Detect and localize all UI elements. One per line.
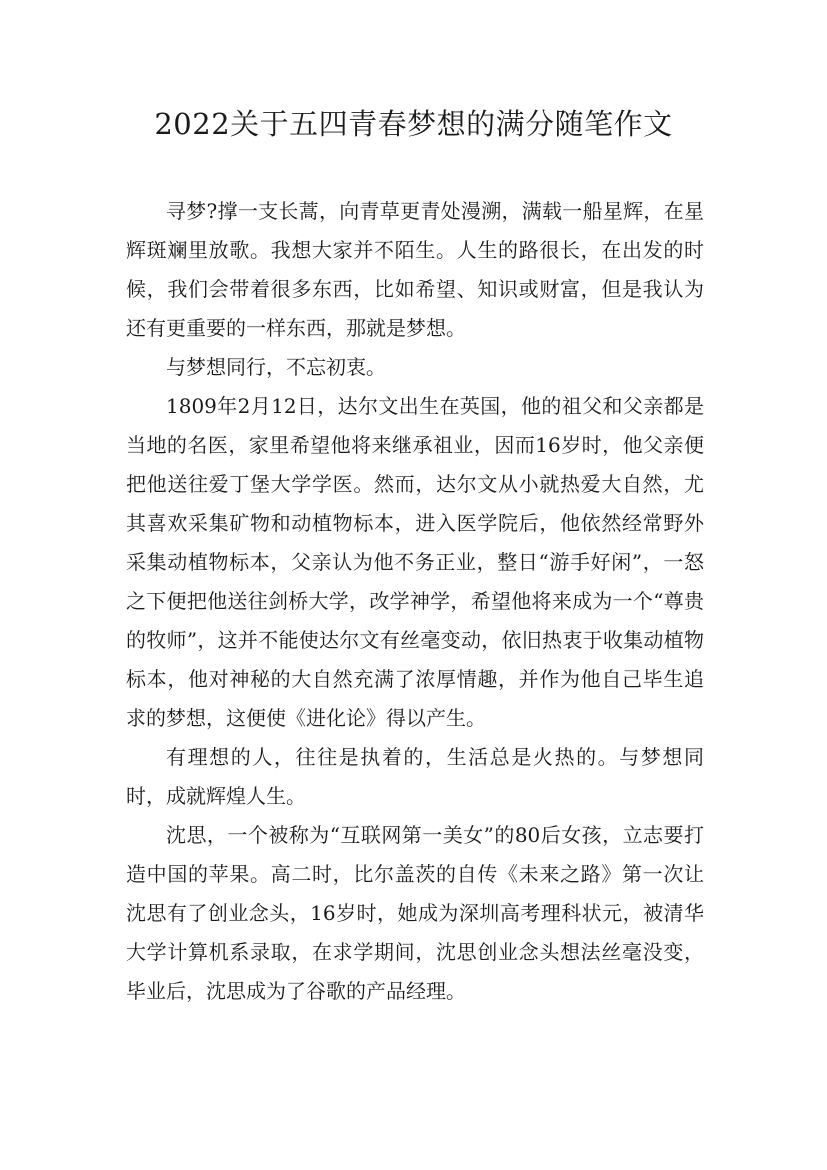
paragraph-shensi: 沈思，一个被称为“互联网第一美女”的80后女孩，立志要打造中国的苹果。高二时，比尔盖茨的自传《未来之路》第一次让沈思有了创业念头，16岁时，她成为深圳高考理科状元，被清华大学计算机系录取，在求学期间，沈思创业念头想法丝毫没变，毕业后，沈思成为了谷歌的产品经理。 xyxy=(126,823,704,1003)
paragraph-theme-2: 有理想的人，往往是执着的，生活总是火热的。与梦想同时，成就辉煌人生。 xyxy=(126,745,704,808)
page-title: 2022关于五四青春梦想的满分随笔作文 xyxy=(154,107,673,141)
article-body xyxy=(126,192,704,1011)
paragraph-theme-1: 与梦想同行，不忘初衷。 xyxy=(166,355,386,379)
paragraph-darwin: 1809年2月12日，达尔文出生在英国，他的祖父和父亲都是当地的名医，家里希望他将来继承祖业，因而16岁时，他父亲便把他送往爱丁堡大学学医。然而，达尔文从小就热爱大自然，尤其喜欢采集矿物和动植物标本，进入医学院后，他依然经常野外采集动植物标本，父亲认为他不务正业，整日“游手好闲”，一怒之下便把他送往剑桥大学，改学神学，希望他将来成为一个“尊贵的牧师”，这并不能使达尔文有丝毫变动，依旧热衷于收集动植物标本，他对神秘的大自然充满了浓厚情趣，并作为他自己毕生追求的梦想，这便使《进化论》得以产生。 xyxy=(126,394,704,730)
paragraph-intro: 寻梦?撑一支长蒿，向青草更青处漫溯，满载一船星辉，在星辉斑斓里放歌。我想大家并不陌生。人生的路很长，在出发的时候，我们会带着很多东西，比如希望、知识或财富，但是我认为还有更重要的一样东西，那就是梦想。 xyxy=(126,199,704,340)
